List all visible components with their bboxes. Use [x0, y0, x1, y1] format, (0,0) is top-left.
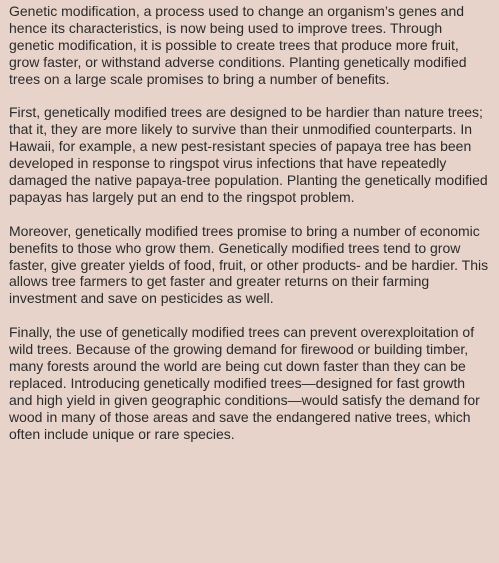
paragraph-intro: Genetic modification, a process used to change an organism’s genes and hence its characteristics, is now being used to improve trees. Through genetic modification, it is possible to create trees that produce more fruit, grow faster, or withstand adverse conditions. Planting genetically modified trees on a large scale promises to bring a number of benefits.	[9, 3, 467, 87]
paragraph-hardiness: First, genetically modified trees are designed to be hardier than nature trees; that it, they are more likely to survive than their unmodified counterparts. In Hawaii, for example, a new pest-resistant species of papaya tree has been developed in response to ringspot virus infections that have repeatedly damaged the native papaya-tree population. Planting the genetically modified papayas has largely put an end to the ringspot problem.	[9, 104, 488, 205]
paragraph-wild-trees: Finally, the use of genetically modified trees can prevent overexploitation of wild trees. Because of the growing demand for firewood or building timber, many forests around the world are being cut down faster than they can be replaced. Introducing genetically modified trees—designed for fast growth and high yield in given geographic conditions—would satisfy the demand for wood in many of those areas and save the endangered native trees, which often include unique or rare species.	[9, 324, 480, 442]
paragraph-economic-benefits: Moreover, genetically modified trees promise to bring a number of economic benefits to those who grow them. Genetically modified trees tend to grow faster, give greater yields of food, fruit, or other products- and be hardier. This allows tree farmers to get faster and greater returns on their farming investment and save on pesticides as well.	[9, 222, 489, 307]
